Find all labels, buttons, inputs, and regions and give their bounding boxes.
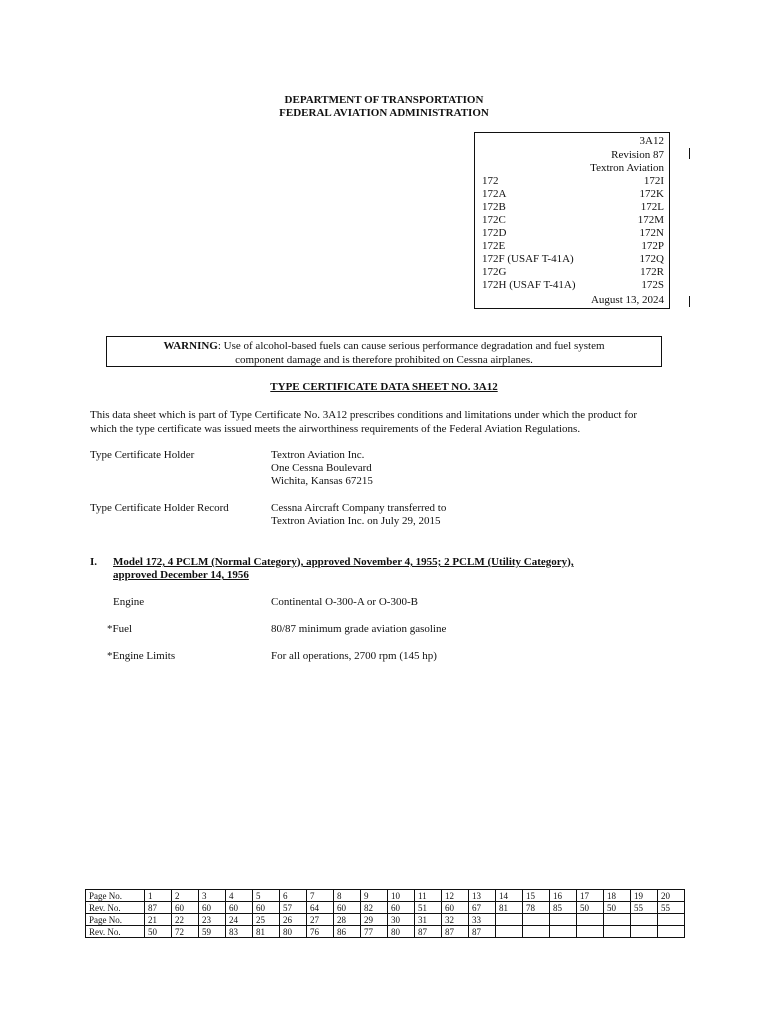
- model-left: 172A: [482, 188, 507, 200]
- tcds-number: 3A12: [639, 135, 664, 147]
- table-cell: 86: [334, 926, 361, 938]
- warning-line-1: [107, 339, 661, 353]
- table-cell: 60: [334, 902, 361, 914]
- table-cell: 80: [280, 926, 307, 938]
- model-right: 172N: [639, 227, 664, 239]
- table-cell: [496, 914, 523, 926]
- table-cell: 14: [496, 890, 523, 902]
- revision-bar: [689, 148, 690, 159]
- table-cell: 80: [388, 926, 415, 938]
- table-cell: 29: [361, 914, 388, 926]
- table-row: [86, 902, 685, 914]
- table-cell: 27: [307, 914, 334, 926]
- table-cell: 81: [496, 902, 523, 914]
- table-cell: 51: [415, 902, 442, 914]
- tc-record-text: [271, 502, 446, 528]
- engine-label: Engine: [113, 596, 145, 608]
- model-left: 172F (USAF T-41A): [482, 253, 574, 265]
- model-left: 172: [482, 175, 499, 187]
- table-cell: 76: [307, 926, 334, 938]
- table-cell: 50: [604, 902, 631, 914]
- table-cell: 3: [199, 890, 226, 902]
- table-cell: 57: [280, 902, 307, 914]
- table-cell: 31: [415, 914, 442, 926]
- table-cell: 87: [415, 926, 442, 938]
- table-cell: 15: [523, 890, 550, 902]
- model-right: 172K: [639, 188, 664, 200]
- table-cell: 10: [388, 890, 415, 902]
- table-row: [86, 890, 685, 902]
- model-right: 172P: [641, 240, 664, 252]
- model-right: 172R: [640, 266, 664, 278]
- table-cell: [577, 914, 604, 926]
- table-cell: 78: [523, 902, 550, 914]
- table-cell: 81: [253, 926, 280, 938]
- table-cell: 26: [280, 914, 307, 926]
- tc-holder-line: One Cessna Boulevard: [271, 462, 372, 474]
- model-right: 172I: [643, 175, 664, 187]
- table-cell: 60: [253, 902, 280, 914]
- table-cell: [631, 914, 658, 926]
- table-cell: 87: [442, 926, 469, 938]
- table-cell: 4: [226, 890, 253, 902]
- warning-text-2: component damage and is therefore prohibited on Cessna airplanes.: [235, 354, 533, 366]
- table-row: [86, 926, 685, 938]
- table-cell: 20: [658, 890, 685, 902]
- table-cell: [658, 926, 685, 938]
- holder-name: Textron Aviation: [590, 162, 664, 174]
- tc-holder-line: Wichita, Kansas 67215: [271, 475, 373, 487]
- intro-line-1: This data sheet which is part of Type Certificate No. 3A12 prescribes conditions and limitations under which the product for: [90, 409, 638, 421]
- model-right: 172L: [640, 201, 664, 213]
- model-left: 172C: [482, 214, 506, 226]
- tc-holder-label: Type Certificate Holder: [90, 449, 195, 461]
- table-cell: 59: [199, 926, 226, 938]
- table-cell: 25: [253, 914, 280, 926]
- agency-line-2: FEDERAL AVIATION ADMINISTRATION: [279, 107, 489, 119]
- model-left: 172B: [482, 201, 506, 213]
- row-label: Rev. No.: [86, 902, 145, 914]
- section-number: I.: [90, 556, 98, 568]
- model-left: 172E: [482, 240, 506, 252]
- table-cell: 87: [469, 926, 496, 938]
- table-cell: 13: [469, 890, 496, 902]
- table-cell: 77: [361, 926, 388, 938]
- revision-date: August 13, 2024: [590, 294, 664, 306]
- table-cell: 6: [280, 890, 307, 902]
- table-cell: [523, 914, 550, 926]
- tc-record-line: Cessna Aircraft Company transferred to: [271, 502, 447, 514]
- table-cell: 64: [307, 902, 334, 914]
- table-cell: 55: [631, 902, 658, 914]
- table-cell: 17: [577, 890, 604, 902]
- table-cell: 19: [631, 890, 658, 902]
- table-cell: [658, 914, 685, 926]
- table-row: [86, 914, 685, 926]
- table-cell: 83: [226, 926, 253, 938]
- section-title-line-1: Model 172, 4 PCLM (Normal Category), approved November 4, 1955; 2 PCLM (Utility Category),: [113, 556, 574, 568]
- table-cell: 30: [388, 914, 415, 926]
- table-cell: 55: [658, 902, 685, 914]
- table-cell: 16: [550, 890, 577, 902]
- table-cell: 60: [172, 902, 199, 914]
- table-cell: 72: [172, 926, 199, 938]
- revision-number: Revision 87: [611, 149, 664, 161]
- intro-line-2: which the type certificate was issued meets the airworthiness requirements of the Federal Aviation Regulations.: [90, 423, 581, 435]
- table-cell: 87: [145, 902, 172, 914]
- table-cell: 60: [388, 902, 415, 914]
- table-cell: 60: [226, 902, 253, 914]
- table-cell: 23: [199, 914, 226, 926]
- model-right: 172M: [637, 214, 664, 226]
- table-cell: 50: [145, 926, 172, 938]
- table-cell: 82: [361, 902, 388, 914]
- tc-record-line: Textron Aviation Inc. on July 29, 2015: [271, 515, 441, 527]
- model-left: 172G: [482, 266, 507, 278]
- table-cell: 12: [442, 890, 469, 902]
- tcds-identification-box: [474, 132, 670, 309]
- page-revision-table: [85, 889, 685, 938]
- model-right: 172S: [641, 279, 664, 291]
- row-label: Page No.: [86, 914, 145, 926]
- table-cell: 32: [442, 914, 469, 926]
- fuel-value: 80/87 minimum grade aviation gasoline: [271, 623, 447, 635]
- section-title-line-2: approved December 14, 1956: [113, 569, 249, 581]
- table-cell: 50: [577, 902, 604, 914]
- row-label: Rev. No.: [86, 926, 145, 938]
- table-cell: [550, 914, 577, 926]
- table-cell: 8: [334, 890, 361, 902]
- table-cell: 60: [199, 902, 226, 914]
- table-cell: 2: [172, 890, 199, 902]
- engine-limits-value: For all operations, 2700 rpm (145 hp): [271, 650, 437, 662]
- table-cell: 33: [469, 914, 496, 926]
- engine-limits-label: *Engine Limits: [107, 650, 176, 662]
- tc-holder-line: Textron Aviation Inc.: [271, 449, 365, 461]
- tc-holder-address: [271, 449, 373, 488]
- table-cell: 28: [334, 914, 361, 926]
- table-cell: 9: [361, 890, 388, 902]
- fuel-label: *Fuel: [107, 623, 133, 635]
- table-cell: 5: [253, 890, 280, 902]
- table-cell: 18: [604, 890, 631, 902]
- table-cell: 67: [469, 902, 496, 914]
- table-cell: 11: [415, 890, 442, 902]
- table-cell: 21: [145, 914, 172, 926]
- agency-line-1: DEPARTMENT OF TRANSPORTATION: [284, 94, 484, 106]
- table-cell: [631, 926, 658, 938]
- table-cell: 85: [550, 902, 577, 914]
- model-left: 172D: [482, 227, 507, 239]
- tc-record-label: Type Certificate Holder Record: [90, 502, 229, 514]
- model-left: 172H (USAF T-41A): [482, 279, 576, 291]
- section-title: [113, 556, 633, 582]
- warning-label: WARNING: [163, 340, 218, 352]
- table-cell: 7: [307, 890, 334, 902]
- table-cell: [604, 914, 631, 926]
- table-cell: 60: [442, 902, 469, 914]
- table-cell: [550, 926, 577, 938]
- table-cell: [496, 926, 523, 938]
- model-right: 172Q: [639, 253, 664, 265]
- table-cell: 22: [172, 914, 199, 926]
- engine-value: Continental O-300-A or O-300-B: [271, 596, 418, 608]
- warning-box: [106, 336, 662, 367]
- table-cell: [577, 926, 604, 938]
- table-cell: [604, 926, 631, 938]
- table-cell: [523, 926, 550, 938]
- intro-paragraph: [90, 408, 670, 436]
- warning-text-1: : Use of alcohol-based fuels can cause serious performance degradation and fuel system: [217, 340, 605, 352]
- table-cell: 24: [226, 914, 253, 926]
- revision-bar: [689, 296, 690, 307]
- document-title: TYPE CERTIFICATE DATA SHEET NO. 3A12: [270, 381, 498, 393]
- row-label: Page No.: [86, 890, 145, 902]
- table-cell: 1: [145, 890, 172, 902]
